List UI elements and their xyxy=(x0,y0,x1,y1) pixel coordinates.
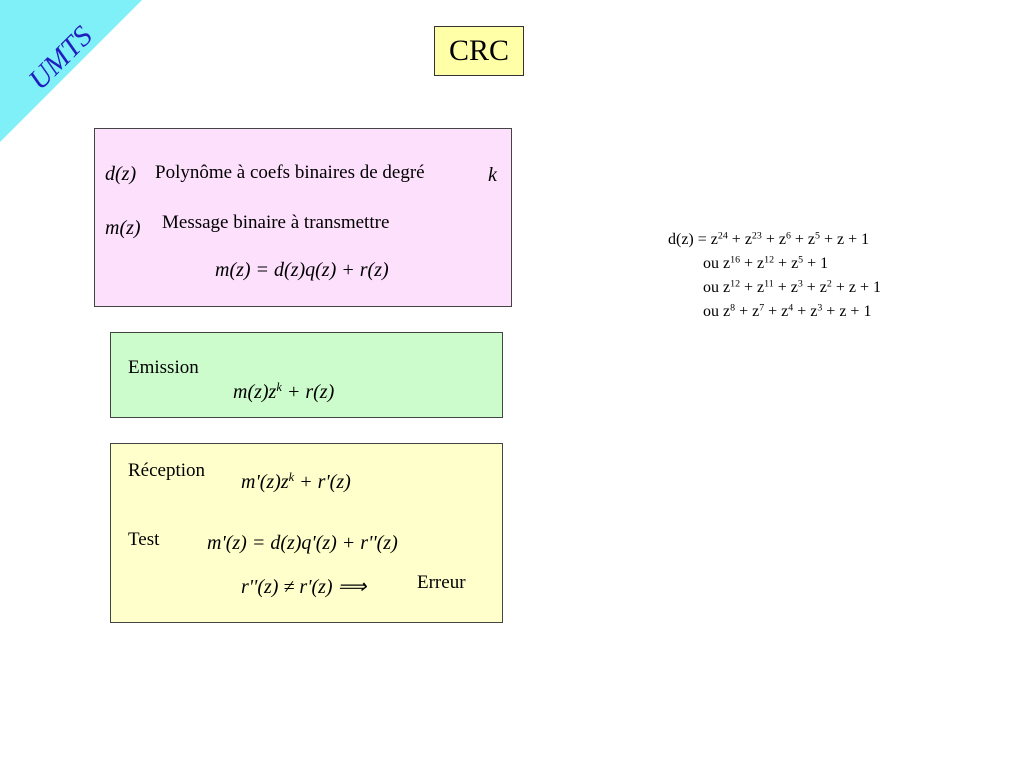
reception-expr-sup: k xyxy=(288,470,295,485)
polynomial-exponent: 24 xyxy=(717,230,728,242)
test-equation: m'(z) = d(z)q'(z) + r''(z) xyxy=(207,532,398,554)
polynomial-exponent: 8 xyxy=(730,302,736,314)
emission-box xyxy=(110,332,503,418)
polynomial-term: z xyxy=(723,255,731,272)
polynomial-exponent: 16 xyxy=(730,254,741,266)
polynomial-term: + z + 1 xyxy=(831,279,881,296)
polynomial-exponent: 3 xyxy=(817,302,823,314)
polynomial-term: z xyxy=(710,231,718,248)
polynomial-term: + z xyxy=(802,279,827,296)
polynomial-exponent: 5 xyxy=(815,230,820,242)
polynomial-term: + z xyxy=(793,303,818,320)
polynomial-line-4 xyxy=(703,303,871,321)
polynomial-terms-3 xyxy=(723,279,881,296)
reception-box xyxy=(110,443,503,623)
reception-expr-a: m'(z)z xyxy=(241,471,289,493)
equation-left: m(z) = xyxy=(215,259,270,281)
k-symbol: k xyxy=(488,164,497,186)
d-description: Polynôme à coefs binaires de degré xyxy=(155,162,425,183)
corner-label: UMTS xyxy=(22,20,99,97)
polynomial-exponent: 2 xyxy=(826,278,832,290)
error-condition: r''(z) ≠ r'(z) ⟹ xyxy=(241,576,367,598)
polynomial-terms-4 xyxy=(723,303,871,320)
division-equation xyxy=(215,259,389,282)
emission-expr-sup: k xyxy=(276,380,282,395)
equation-right: d(z)q(z) + r(z) xyxy=(274,259,389,281)
polynomial-exponent: 3 xyxy=(797,278,803,290)
polynomial-exponent: 4 xyxy=(788,302,794,314)
polynomial-term: + z xyxy=(761,231,786,248)
polynomial-line-1 xyxy=(668,231,869,249)
polynomial-term: z xyxy=(723,303,731,320)
polynomial-exponent: 5 xyxy=(798,254,804,266)
polynomial-term: + z xyxy=(773,279,798,296)
polynomial-prefix-4: ou xyxy=(703,303,723,320)
emission-expr-b: + r(z) xyxy=(286,381,335,403)
emission-expr-a: m(z)z xyxy=(233,381,277,403)
m-description: Message binaire à transmettre xyxy=(162,212,390,233)
test-label: Test xyxy=(128,529,160,550)
polynomial-prefix-2: ou xyxy=(703,255,723,272)
polynomial-term: + z xyxy=(740,279,765,296)
polynomial-exponent: 12 xyxy=(764,254,775,266)
polynomial-line-3 xyxy=(703,279,881,297)
polynomial-term: + z xyxy=(790,231,816,248)
error-label: Erreur xyxy=(417,572,466,593)
polynomial-terms-1 xyxy=(711,231,869,248)
polynomial-term: + z xyxy=(774,255,799,272)
polynomial-exponent: 6 xyxy=(785,230,791,242)
polynomial-term: + 1 xyxy=(803,255,829,272)
polynomial-terms-2 xyxy=(723,255,828,272)
polynomial-exponent: 12 xyxy=(730,278,741,290)
reception-expression xyxy=(241,471,351,494)
polynomial-exponent: 11 xyxy=(764,278,774,290)
reception-label: Réception xyxy=(128,460,206,481)
polynomial-term: + z + 1 xyxy=(822,303,872,320)
polynomial-exponent: 23 xyxy=(751,230,762,242)
d-symbol: d(z) xyxy=(105,163,137,185)
polynomial-prefix-1: d(z) = xyxy=(668,231,711,248)
emission-expression xyxy=(233,381,334,404)
emission-label: Emission xyxy=(128,357,199,378)
m-symbol: m(z) xyxy=(105,217,141,239)
reception-expr-b: + r'(z) xyxy=(299,471,351,493)
polynomial-term: + z xyxy=(735,303,760,320)
polynomial-term: + z xyxy=(740,255,765,272)
definitions-box xyxy=(94,128,512,307)
polynomial-line-2 xyxy=(703,255,828,273)
polynomial-term: + z xyxy=(764,303,789,320)
polynomial-term: + z + 1 xyxy=(819,231,870,248)
polynomial-prefix-3: ou xyxy=(703,279,723,296)
polynomial-term: z xyxy=(723,279,731,296)
polynomial-term: + z xyxy=(727,231,752,248)
polynomial-exponent: 7 xyxy=(759,302,765,314)
page-title: CRC xyxy=(434,26,524,76)
